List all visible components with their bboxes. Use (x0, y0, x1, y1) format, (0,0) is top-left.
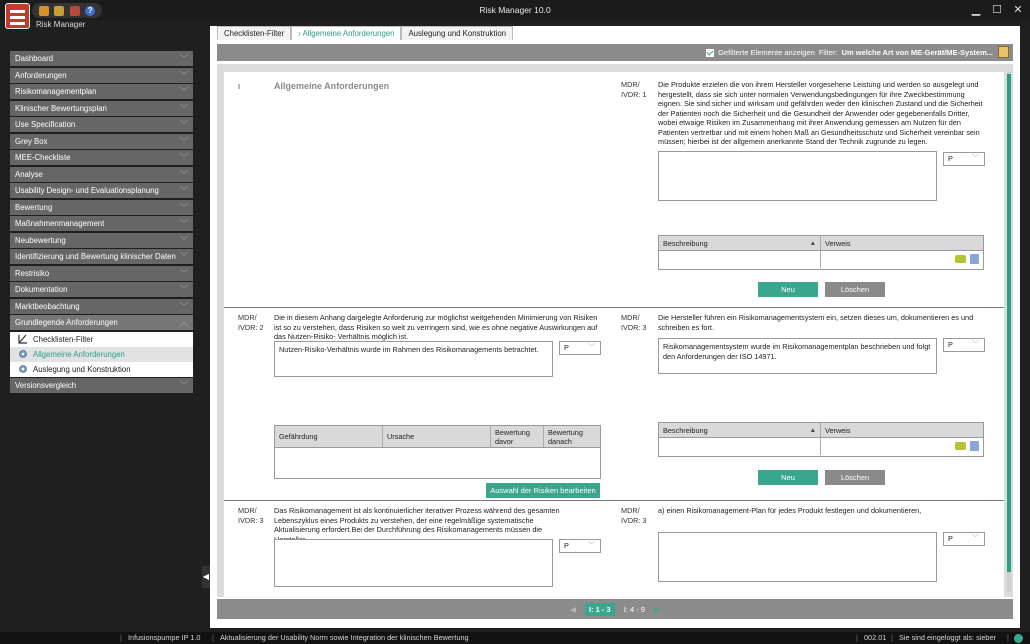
maximize-button[interactable]: ☐ (992, 4, 1002, 16)
sidebar-item-usability[interactable]: Usability Design- und Evaluationsplanung ﹀ (10, 183, 193, 198)
logo-area (0, 0, 200, 34)
table-row[interactable] (659, 251, 983, 268)
gear-icon (18, 349, 28, 359)
tools-icon[interactable] (39, 6, 49, 16)
status-version: 002.01 (864, 633, 887, 642)
requirement-ref: MDR/ IVDR: 3 (621, 313, 647, 332)
requirement-text: Die in diesem Anhang dargelegte Anforderung zur möglichst weitgehenden Minimierung von Risiken ist so zu verstehen, dass Risiken so weit zu verringern sind, wie es ohne negative Auswirkungen auf das Nutzen-Risiko- Verhältnis möglich ist. (274, 313, 598, 341)
requirement-section (224, 72, 1004, 302)
risk-grid[interactable] (274, 425, 601, 479)
sidebar-item-dashboard[interactable]: Dashboard ﹀ (10, 51, 193, 66)
users-icon[interactable] (70, 6, 80, 16)
window-title: Risk Manager 10.0 (479, 5, 551, 15)
close-button[interactable]: ✕ (1013, 4, 1023, 16)
show-filtered-label: Gefilterte Elemente anzeigen (718, 48, 815, 57)
pager-prev-button[interactable]: ◀ (570, 604, 577, 614)
chevron-down-icon: ﹀ (180, 381, 188, 390)
status-description: Aktualisierung der Usability Norm sowie Integration der klinischen Bewertung (220, 633, 469, 642)
chevron-down-icon: ﹀ (180, 235, 188, 245)
sidebar-item-grundlegende-anforderungen[interactable]: Grundlegende Anforderungen ︿ (10, 315, 193, 330)
reference-grid[interactable] (658, 422, 984, 457)
sidebar-item-grey-box[interactable]: Grey Box ﹀ (10, 134, 193, 149)
sidebar-item-klinischer-bewertungsplan[interactable]: Klinischer Bewertungsplan ﹀ (10, 101, 193, 116)
requirement-text: Die Produkte erzielen die von ihrem Hersteller vorgesehene Leistung und werden so ausgelegt und hergestellt, dass sie sich unter normalen Verwendungsbedingungen für ihre Zweckbestimmung eignen. Sie sind sicher und wirksam und gefährden weder den klinischen Zustand und die Sicherheit der Patienten noch die Sicherheit und die Gesundheit der Anwender oder gegebenenfalls Dritter, wobei etwaige Risiken im Zusammenhang mit ihrer Anwendung gemessen am Nutzen für den Patienten vertretbar und mit einem hohen Maß an Gesundheitsschutz und Sicherheit vereinbar sein müssen; hierbei ist der allgemein anerkannte Stand der Technik zugrunde zu legen. (658, 80, 983, 146)
checklist-scroll-area[interactable] (217, 64, 1013, 597)
chevron-down-icon: ﹀ (180, 120, 188, 129)
section-number: I (238, 82, 241, 91)
grid-column-bewertung-davor[interactable]: Bewertung davor (491, 426, 544, 447)
help-icon[interactable]: ? (85, 6, 95, 16)
assessment-dropdown[interactable]: P ﹀ (943, 532, 985, 546)
requirement-section (224, 308, 1004, 498)
requirement-ref: MDR/ IVDR: 3 (238, 506, 264, 525)
checklist-icon (18, 334, 28, 344)
sidebar-item-klinische-daten[interactable]: Identifizierung und Bewertung klinischer Daten ﹀ (10, 249, 193, 264)
edit-link-icon[interactable] (955, 255, 966, 263)
sidebar-item-anforderungen[interactable]: Anforderungen ﹀ (10, 68, 193, 83)
grid-column-beschreibung[interactable]: Beschreibung ▲ (659, 423, 821, 437)
requirement-text: a) einen Risikomanagement-Plan für jedes Produkt festlegen und dokumentieren, (658, 506, 922, 515)
grid-column-verweis[interactable]: Verweis (825, 239, 851, 248)
assessment-dropdown[interactable]: P ﹀ (559, 539, 601, 553)
minimize-button[interactable]: ▁ (971, 4, 981, 16)
sidebar-item-analyse[interactable]: Analyse ﹀ (10, 167, 193, 182)
chevron-down-icon: ﹀ (972, 535, 979, 542)
chevron-down-icon: ﹀ (180, 70, 188, 80)
main-content (210, 26, 1020, 628)
vertical-scrollbar[interactable] (1007, 72, 1011, 592)
sort-up-icon: ▲ (809, 240, 816, 247)
delete-button[interactable]: Löschen (825, 282, 885, 297)
grid-column-gefaehrdung[interactable]: Gefährdung (275, 426, 383, 447)
status-bar: | Infusionspumpe IP 1.0 | Aktualisierung der Usability Norm sowie Integration der klinischen Bewertung | 002.01 | Sie sind eingeloggt als: sieber | (0, 632, 1030, 644)
chevron-down-icon: ﹀ (180, 301, 188, 311)
sidebar-item-marktbeobachtung[interactable]: Marktbeobachtung ﹀ (10, 299, 193, 314)
checklist-sheet (224, 72, 1004, 597)
status-project: Infusionspumpe IP 1.0 (128, 633, 201, 642)
sidebar-item-restrisiko[interactable]: Restrisiko ﹀ (10, 266, 193, 281)
window-controls (970, 3, 1024, 16)
document-icon[interactable] (970, 254, 979, 264)
sidebar-item-versionsvergleich[interactable]: Versionsvergleich ﹀ (10, 378, 193, 393)
chevron-down-icon: ﹀ (972, 341, 979, 348)
sidebar-item-risikomanagementplan[interactable]: Risikomanagementplan ﹀ (10, 84, 193, 99)
pager-page-link[interactable]: I: 4 - 9 (623, 604, 645, 614)
chevron-down-icon: ﹀ (180, 186, 188, 195)
assessment-textbox[interactable] (274, 539, 553, 587)
quick-access-toolbar (32, 3, 102, 18)
chevron-down-icon: ﹀ (180, 219, 188, 228)
sidebar-collapse-handle[interactable]: ◀ (202, 566, 210, 588)
chevron-down-icon: ﹀ (180, 103, 188, 113)
chevron-down-icon: ﹀ (180, 252, 188, 261)
scrollbar-thumb[interactable] (1007, 74, 1011, 572)
tab-auslegung-konstruktion[interactable]: Auslegung und Konstruktion (401, 26, 513, 40)
sidebar-item-bewertung[interactable]: Bewertung ﹀ (10, 200, 193, 215)
new-button[interactable]: Neu (758, 282, 818, 297)
requirement-text: Das Risikomanagement ist als kontinuierlicher iterativer Prozess während des gesamten Lebenszyklus eines Produkts zu verstehen, der eine regelmäßige systematische Aktualisierung erfordert.Bei der Durchführung des Risikomanagements müssen die (274, 506, 560, 534)
user-icon[interactable] (1014, 634, 1023, 643)
grid-column-bewertung-danach[interactable]: Bewertung danach (548, 428, 583, 446)
filter-value: Um welche Art von ME-Gerät/ME-System... (841, 48, 993, 57)
pager-current-page[interactable]: I: 1 - 3 (585, 603, 615, 616)
chevron-down-icon: ﹀ (180, 169, 188, 179)
assessment-dropdown[interactable]: P ﹀ (943, 338, 985, 352)
table-row[interactable] (659, 438, 983, 455)
gear-icon (18, 364, 28, 374)
sidebar-subitem-allgemeine-anforderungen[interactable]: Allgemeine Anforderungen (10, 347, 193, 362)
chevron-down-icon: ﹀ (180, 54, 188, 63)
pager (217, 599, 1013, 619)
chevron-down-icon: ﹀ (180, 136, 188, 146)
assessment-textbox[interactable]: Risikomanagementsystem wurde im Risikomanagementplan beschrieben und folgt den Anforderungen der ISO 14971. (658, 338, 937, 374)
show-filtered-checkbox[interactable] (706, 49, 714, 57)
requirement-section (224, 501, 1004, 597)
sidebar-item-massnahmenmanagement[interactable]: Maßnahmenmanagement ﹀ (10, 216, 193, 231)
section-heading: Allgemeine Anforderungen (274, 81, 390, 91)
edit-risk-selection-button[interactable]: Auswahl der Risiken bearbeiten (486, 483, 600, 498)
chevron-up-icon: ︿ (180, 318, 188, 327)
chevron-down-icon: ﹀ (588, 344, 595, 351)
sidebar-subnav (10, 332, 193, 377)
sidebar (10, 51, 193, 395)
status-login: Sie sind eingeloggt als: sieber (899, 633, 996, 642)
tab-allgemeine-anforderungen[interactable]: › Allgemeine Anforderungen (291, 26, 401, 40)
filter-icon[interactable] (998, 46, 1009, 58)
assessment-textbox[interactable] (658, 532, 937, 582)
sidebar-subitem-checklisten-filter[interactable]: Checklisten-Filter (10, 332, 193, 347)
pencil-icon[interactable] (54, 6, 64, 16)
requirement-ref: MDR/ IVDR: 2 (238, 313, 264, 332)
document-icon[interactable] (970, 441, 979, 451)
pager-next-button[interactable]: ▶ (653, 604, 660, 614)
sidebar-item-neubewertung[interactable]: Neubewertung ﹀ (10, 233, 193, 248)
assessment-textbox[interactable] (658, 151, 937, 201)
grid-column-verweis[interactable]: Verweis (825, 426, 851, 435)
reference-grid[interactable] (658, 235, 984, 270)
chevron-down-icon: ﹀ (180, 153, 188, 162)
app-name: Risk Manager (36, 20, 86, 29)
requirement-ref: MDR/ IVDR: 3 (621, 506, 647, 525)
assessment-dropdown[interactable]: P ﹀ (943, 152, 985, 166)
sidebar-item-use-specification[interactable]: Use Specification ﹀ (10, 117, 193, 132)
chevron-down-icon: ﹀ (180, 202, 188, 212)
new-button[interactable]: Neu (758, 470, 818, 485)
tab-bar (217, 26, 513, 40)
sort-up-icon: ▲ (809, 427, 816, 434)
app-logo[interactable] (5, 3, 30, 29)
tab-checklisten-filter[interactable]: Checklisten-Filter (217, 26, 291, 40)
chevron-down-icon: ﹀ (180, 268, 188, 278)
sidebar-item-mee-checkliste[interactable]: MEE-Checkliste ﹀ (10, 150, 193, 165)
grid-column-ursache[interactable]: Ursache (383, 426, 491, 447)
chevron-down-icon: ﹀ (588, 542, 595, 549)
filter-label: Filter: (818, 48, 838, 57)
delete-button[interactable]: Löschen (825, 470, 885, 485)
filter-bar (217, 44, 1013, 61)
requirement-ref: MDR/ IVDR: 1 (621, 80, 647, 99)
assessment-dropdown[interactable]: P ﹀ (559, 341, 601, 355)
chevron-down-icon: ﹀ (972, 155, 979, 162)
sidebar-subitem-auslegung-konstruktion[interactable]: Auslegung und Konstruktion (10, 362, 193, 377)
sidebar-item-dokumentation[interactable]: Dokumentation ﹀ (10, 282, 193, 297)
chevron-down-icon: ﹀ (180, 285, 188, 294)
assessment-textbox[interactable]: Nutzen-Risiko-Verhältnis wurde im Rahmen des Risikomanagements betrachtet. (274, 341, 553, 377)
requirement-text: Die Hersteller führen ein Risikomanagementsystem ein, setzen dieses um, dokumentieren es und schreiben es fort. (658, 313, 974, 332)
edit-link-icon[interactable] (955, 442, 966, 450)
chevron-down-icon: ﹀ (180, 87, 188, 96)
grid-column-beschreibung[interactable]: Beschreibung ▲ (659, 236, 821, 250)
